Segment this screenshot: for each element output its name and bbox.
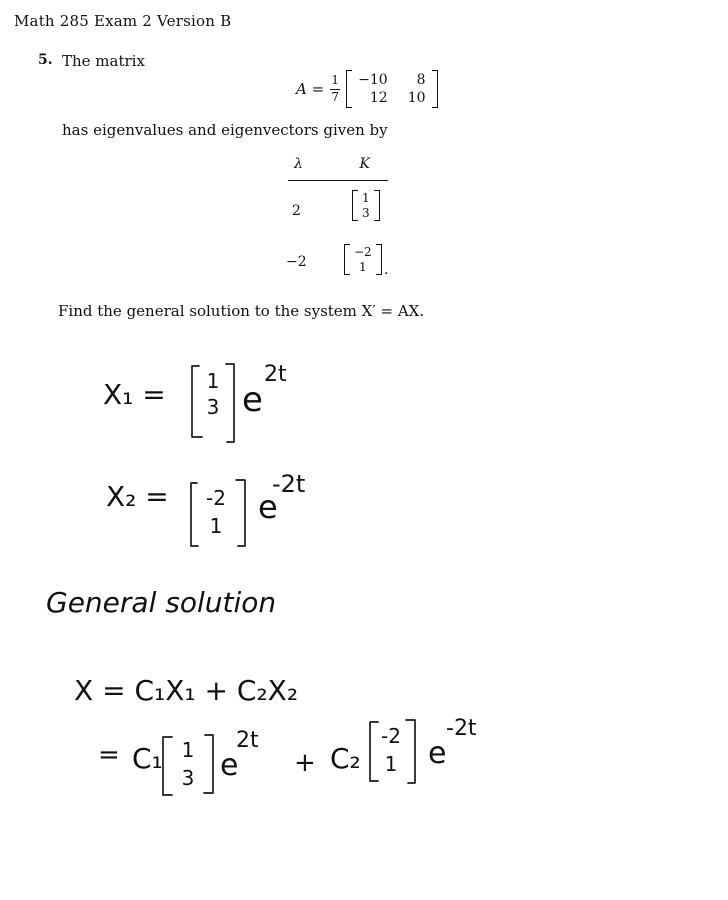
vector-entry: 1 [181,738,195,762]
c2-coefficient: C₂ [330,742,361,775]
matrix-cell: 10 [407,90,426,106]
x2-power: -2t [272,470,306,498]
matrix-cell: 12 [369,90,388,106]
x1-vector [203,368,223,420]
vector-entry: -2 [381,724,401,748]
general-solution-label: General solution [46,586,277,619]
eigenvalue-2: −2 [286,254,307,270]
vector-entry: 1 [359,260,367,274]
general-solution-line1: X = C₁X₁ + C₂X₂ [74,674,299,707]
eigen-intro-text: has eigenvalues and eigenvectors given by [62,121,388,139]
matrix-cell: −10 [358,72,388,88]
problem-number: 5. [38,52,53,68]
line2-equals: = [98,740,120,770]
matrix-lhs: A = [296,80,325,98]
vector-entry: 1 [384,752,398,776]
matrix-cell: 8 [416,72,426,88]
scalar-numerator: 1 [331,73,339,88]
general-power-1: 2t [236,728,259,753]
problem-lead: The matrix [62,52,145,70]
x1-label: X₁ = [103,378,166,411]
general-exp-2: e [428,736,447,771]
table-header-k: K [359,156,370,172]
vector-entry: 1 [362,191,370,205]
scalar-denominator: 7 [331,89,339,104]
task-text: Find the general solution to the system X′ = AX. [58,302,425,320]
period-mark: . [384,262,389,278]
general-power-2: -2t [446,716,477,741]
exam-header: Math 285 Exam 2 Version B [14,12,232,30]
x2-vector [200,484,232,540]
vector-entry: 3 [362,206,370,220]
plus-sign: + [294,748,316,778]
general-vector-1 [173,736,203,792]
vector-entry: −2 [354,245,372,259]
vector-entry: 1 [209,514,223,538]
vector-entry: 1 [206,369,220,393]
general-vector-2 [376,722,406,778]
c1-coefficient: C₁ [132,742,163,775]
vector-entry: 3 [206,395,220,419]
x2-exp: e [258,488,278,526]
x1-power: 2t [264,362,287,387]
vector-entry: 3 [181,766,195,790]
table-header-lambda: λ [294,156,303,172]
general-exp-1: e [220,748,239,783]
x2-label: X₂ = [106,480,169,513]
vector-entry: -2 [206,486,226,510]
x1-exp: e [242,380,263,420]
eigenvalue-1: 2 [292,203,301,219]
